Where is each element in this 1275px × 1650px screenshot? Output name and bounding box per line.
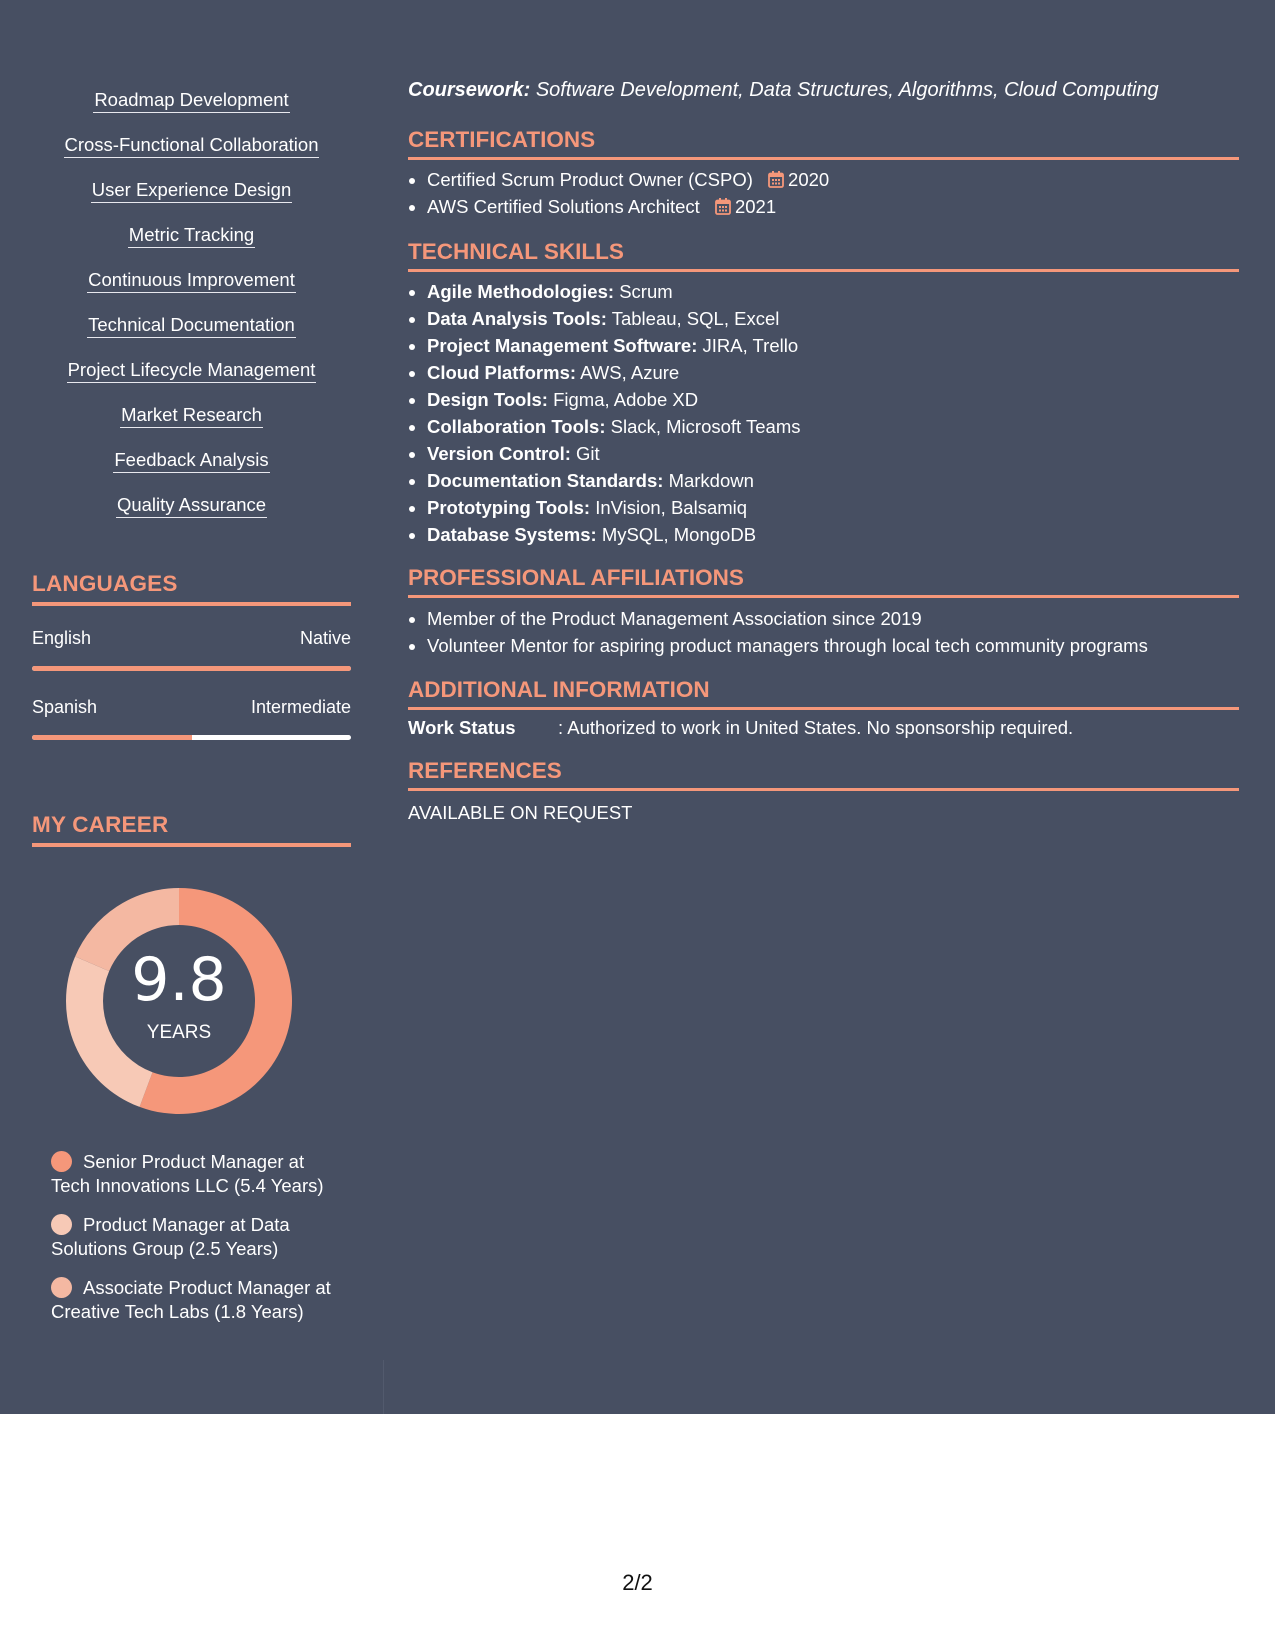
legend-dot-icon xyxy=(51,1277,72,1298)
skill-item: Metric Tracking xyxy=(32,221,351,266)
additional-info-heading: ADDITIONAL INFORMATION xyxy=(408,675,1239,710)
language-name: Spanish xyxy=(32,697,98,717)
work-status-line xyxy=(408,717,1073,739)
skill-item: Cross-Functional Collaboration xyxy=(32,131,351,176)
language-proficiency-fill xyxy=(32,735,192,740)
technical-skill-item: • Documentation Standards: Markdown xyxy=(427,467,800,494)
references-heading: REFERENCES xyxy=(408,756,1239,791)
technical-skill-item: • Data Analysis Tools: Tableau, SQL, Excel xyxy=(427,305,800,332)
technical-skills-heading: TECHNICAL SKILLS xyxy=(408,237,1239,272)
certifications-list xyxy=(408,166,829,220)
certification-item xyxy=(427,166,829,193)
coursework-line xyxy=(408,79,1159,102)
career-legend-item: Senior Product Manager at Tech Innovations LLC (5.4 Years) xyxy=(51,1151,324,1196)
skill-item: Roadmap Development xyxy=(32,86,351,131)
career-total-years: 9.8 xyxy=(131,945,227,1015)
references-text: AVAILABLE ON REQUEST xyxy=(408,802,633,823)
language-proficiency-bar xyxy=(32,735,351,740)
skill-item: Quality Assurance xyxy=(32,491,351,536)
technical-skill-item: • Design Tools: Figma, Adobe XD xyxy=(427,386,800,413)
technical-skill-item: • Cloud Platforms: AWS, Azure xyxy=(427,359,800,386)
technical-skills-list xyxy=(408,278,800,548)
language-proficiency-fill xyxy=(32,666,351,671)
career-donut-chart xyxy=(66,888,292,1114)
legend-dot-icon xyxy=(51,1151,72,1172)
certification-year: 2021 xyxy=(734,196,777,217)
skill-item: Market Research xyxy=(32,401,351,446)
calendar-icon xyxy=(715,198,731,215)
calendar-icon xyxy=(768,171,784,188)
skill-item: User Experience Design xyxy=(32,176,351,221)
languages-heading: LANGUAGES xyxy=(32,569,351,606)
affiliations-heading: PROFESSIONAL AFFILIATIONS xyxy=(408,563,1239,598)
affiliation-item: • Member of the Product Management Association since 2019 xyxy=(427,605,1148,632)
certification-name: AWS Certified Solutions Architect xyxy=(427,196,700,217)
technical-skill-item: • Agile Methodologies: Scrum xyxy=(427,278,800,305)
career-legend xyxy=(51,1150,341,1339)
skill-item: Continuous Improvement xyxy=(32,266,351,311)
language-level: Intermediate xyxy=(250,697,351,717)
language-name: English xyxy=(32,628,92,648)
column-divider xyxy=(383,1360,384,1414)
career-legend-item: Product Manager at Data Solutions Group (2.5 Years) xyxy=(51,1214,290,1259)
skill-item: Feedback Analysis xyxy=(32,446,351,491)
technical-skill-item: • Database Systems: MySQL, MongoDB xyxy=(427,521,800,548)
certification-name: Certified Scrum Product Owner (CSPO) xyxy=(427,169,753,190)
career-years-unit: YEARS xyxy=(146,1022,212,1043)
legend-dot-icon xyxy=(51,1214,72,1235)
skill-item: Project Lifecycle Management xyxy=(32,356,351,401)
technical-skill-item: • Project Management Software: JIRA, Trello xyxy=(427,332,800,359)
work-status-label: Work Status xyxy=(408,717,516,738)
certification-item xyxy=(427,193,829,220)
career-heading: MY CAREER xyxy=(32,810,351,847)
language-level: Native xyxy=(299,628,351,648)
coursework-label: Coursework: xyxy=(408,79,531,101)
skill-item: Technical Documentation xyxy=(32,311,351,356)
affiliations-list xyxy=(408,605,1148,659)
work-status-value: : Authorized to work in United States. No sponsorship required. xyxy=(558,717,1074,738)
page-number: 2/2 xyxy=(622,1570,653,1595)
career-legend-item: Associate Product Manager at Creative Tech Labs (1.8 Years) xyxy=(51,1277,331,1322)
skills-list xyxy=(32,86,351,536)
technical-skill-item: • Collaboration Tools: Slack, Microsoft Teams xyxy=(427,413,800,440)
technical-skill-item: • Version Control: Git xyxy=(427,440,800,467)
certification-year: 2020 xyxy=(788,169,830,190)
certifications-heading: CERTIFICATIONS xyxy=(408,125,1239,160)
technical-skill-item: • Prototyping Tools: InVision, Balsamiq xyxy=(427,494,800,521)
language-proficiency-bar xyxy=(32,666,351,671)
coursework-value: Software Development, Data Structures, Algorithms, Cloud Computing xyxy=(535,79,1159,101)
affiliation-item: • Volunteer Mentor for aspiring product managers through local tech community programs xyxy=(427,632,1148,659)
